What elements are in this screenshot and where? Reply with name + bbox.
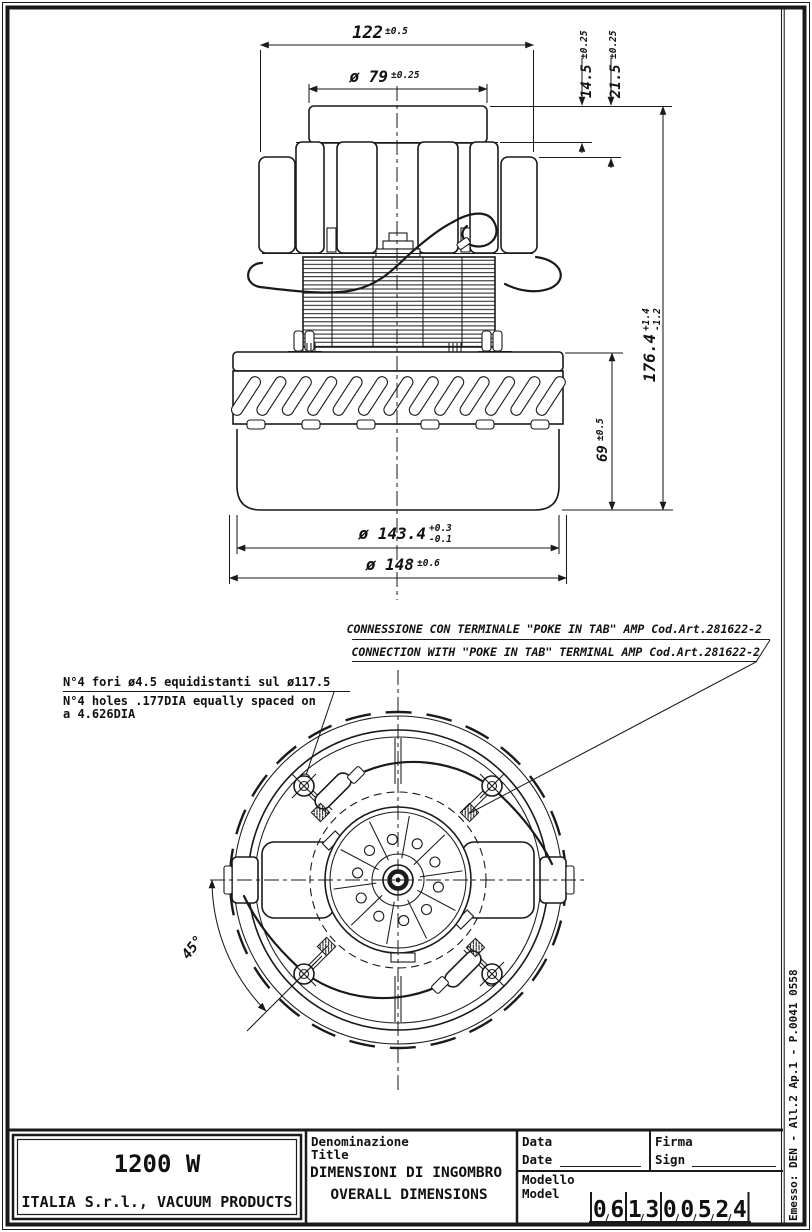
model-digit: 6 [610,1197,625,1223]
model-digit: 3 [645,1197,660,1223]
model-digit: 0 [592,1197,607,1223]
bottom-view [179,670,586,1094]
dim-69-text: 69 [595,445,611,462]
modello-label: Modello [522,1172,575,1187]
stator-stack [303,257,495,347]
dim-79-tol: ±0.25 [391,70,420,81]
dim-69 [595,353,612,510]
dim-14_5-tol: ±0.25 [579,30,590,59]
mounting-hole [292,774,316,798]
side-view [229,23,673,600]
dim-69-tol: ±0.5 [595,418,606,441]
denominazione-label: Denominazione [311,1134,409,1149]
motor-top-cap [309,106,487,143]
model-digit: 2 [715,1197,730,1223]
dim-148-tol: ±0.6 [417,558,440,569]
fan [325,807,471,962]
dim-176_4-plus: +1.4 [641,308,652,331]
dim-21_5-tol: ±0.25 [608,30,619,59]
connection-note [347,622,770,813]
model-digit: 1 [627,1197,642,1223]
dim-143_4-text: ø 143.4 [358,524,426,543]
model-number [589,1192,751,1223]
connection-note-en: CONNECTION WITH "POKE IN TAB" TERMINAL AMP Cod.Art.281622-2 [351,645,760,659]
dim-176_4 [640,107,663,511]
data-label: Data [522,1134,553,1149]
dim-143_4 [237,515,559,554]
dim-176_4-text: 176.4 [640,333,659,383]
model-label: Model [522,1186,560,1201]
model-digit: 4 [732,1197,747,1223]
holes-note-it: N°4 fori ø4.5 equidistanti sul ø117.5 [63,675,331,689]
dim-14_5 [579,30,595,153]
dim-45deg-text: 45° [178,932,207,963]
dim-122-text: 122 [352,23,383,43]
dim-79 [309,67,487,103]
dim-143_4-plus: +0.3 [429,523,452,534]
issue-reference-text: Emesso: DEN - All.2 Ap.1 - P.0041 0558 [787,969,800,1221]
dim-148-text: ø 148 [365,555,414,574]
date-label: Date [522,1152,553,1167]
sign-label: Sign [655,1152,686,1167]
holes-note [63,675,350,784]
dim-176_4-minus: -1.2 [652,308,663,331]
dim-79-text: ø 79 [349,67,388,86]
drawing-title-it: DIMENSIONI DI INGOMBRO [310,1165,503,1181]
model-digit: 0 [680,1197,695,1223]
title-label: Title [311,1147,349,1162]
dim-14_5-text: 14.5 [579,64,595,98]
drawing-title-en: OVERALL DIMENSIONS [330,1187,488,1203]
page-frame [3,3,810,1230]
power-rating: 1200 W [113,1150,201,1178]
terminal-lower-left [317,937,335,955]
holes-note-en1: N°4 holes .177DIA equally spaced on [63,694,316,708]
model-digit: 0 [662,1197,677,1223]
holes-note-en2: a 4.626DIA [63,707,136,721]
dim-21_5-text: 21.5 [608,64,624,98]
dim-122-tol: ±0.5 [385,26,408,37]
title-block [7,1130,783,1224]
dim-21_5 [608,30,624,168]
connection-note-it: CONNESSIONE CON TERMINALE "POKE IN TAB" AMP Cod.Art.281622-2 [346,622,762,636]
model-digit: 5 [697,1197,712,1223]
mounting-hole [480,962,504,986]
fan-housing [229,352,567,510]
fan-housing-body [237,429,559,510]
mounting-hole [480,774,504,798]
firma-label: Firma [655,1134,693,1149]
company-name: ITALIA S.r.l., VACUUM PRODUCTS [21,1193,293,1211]
dim-143_4-minus: -0.1 [429,534,452,545]
